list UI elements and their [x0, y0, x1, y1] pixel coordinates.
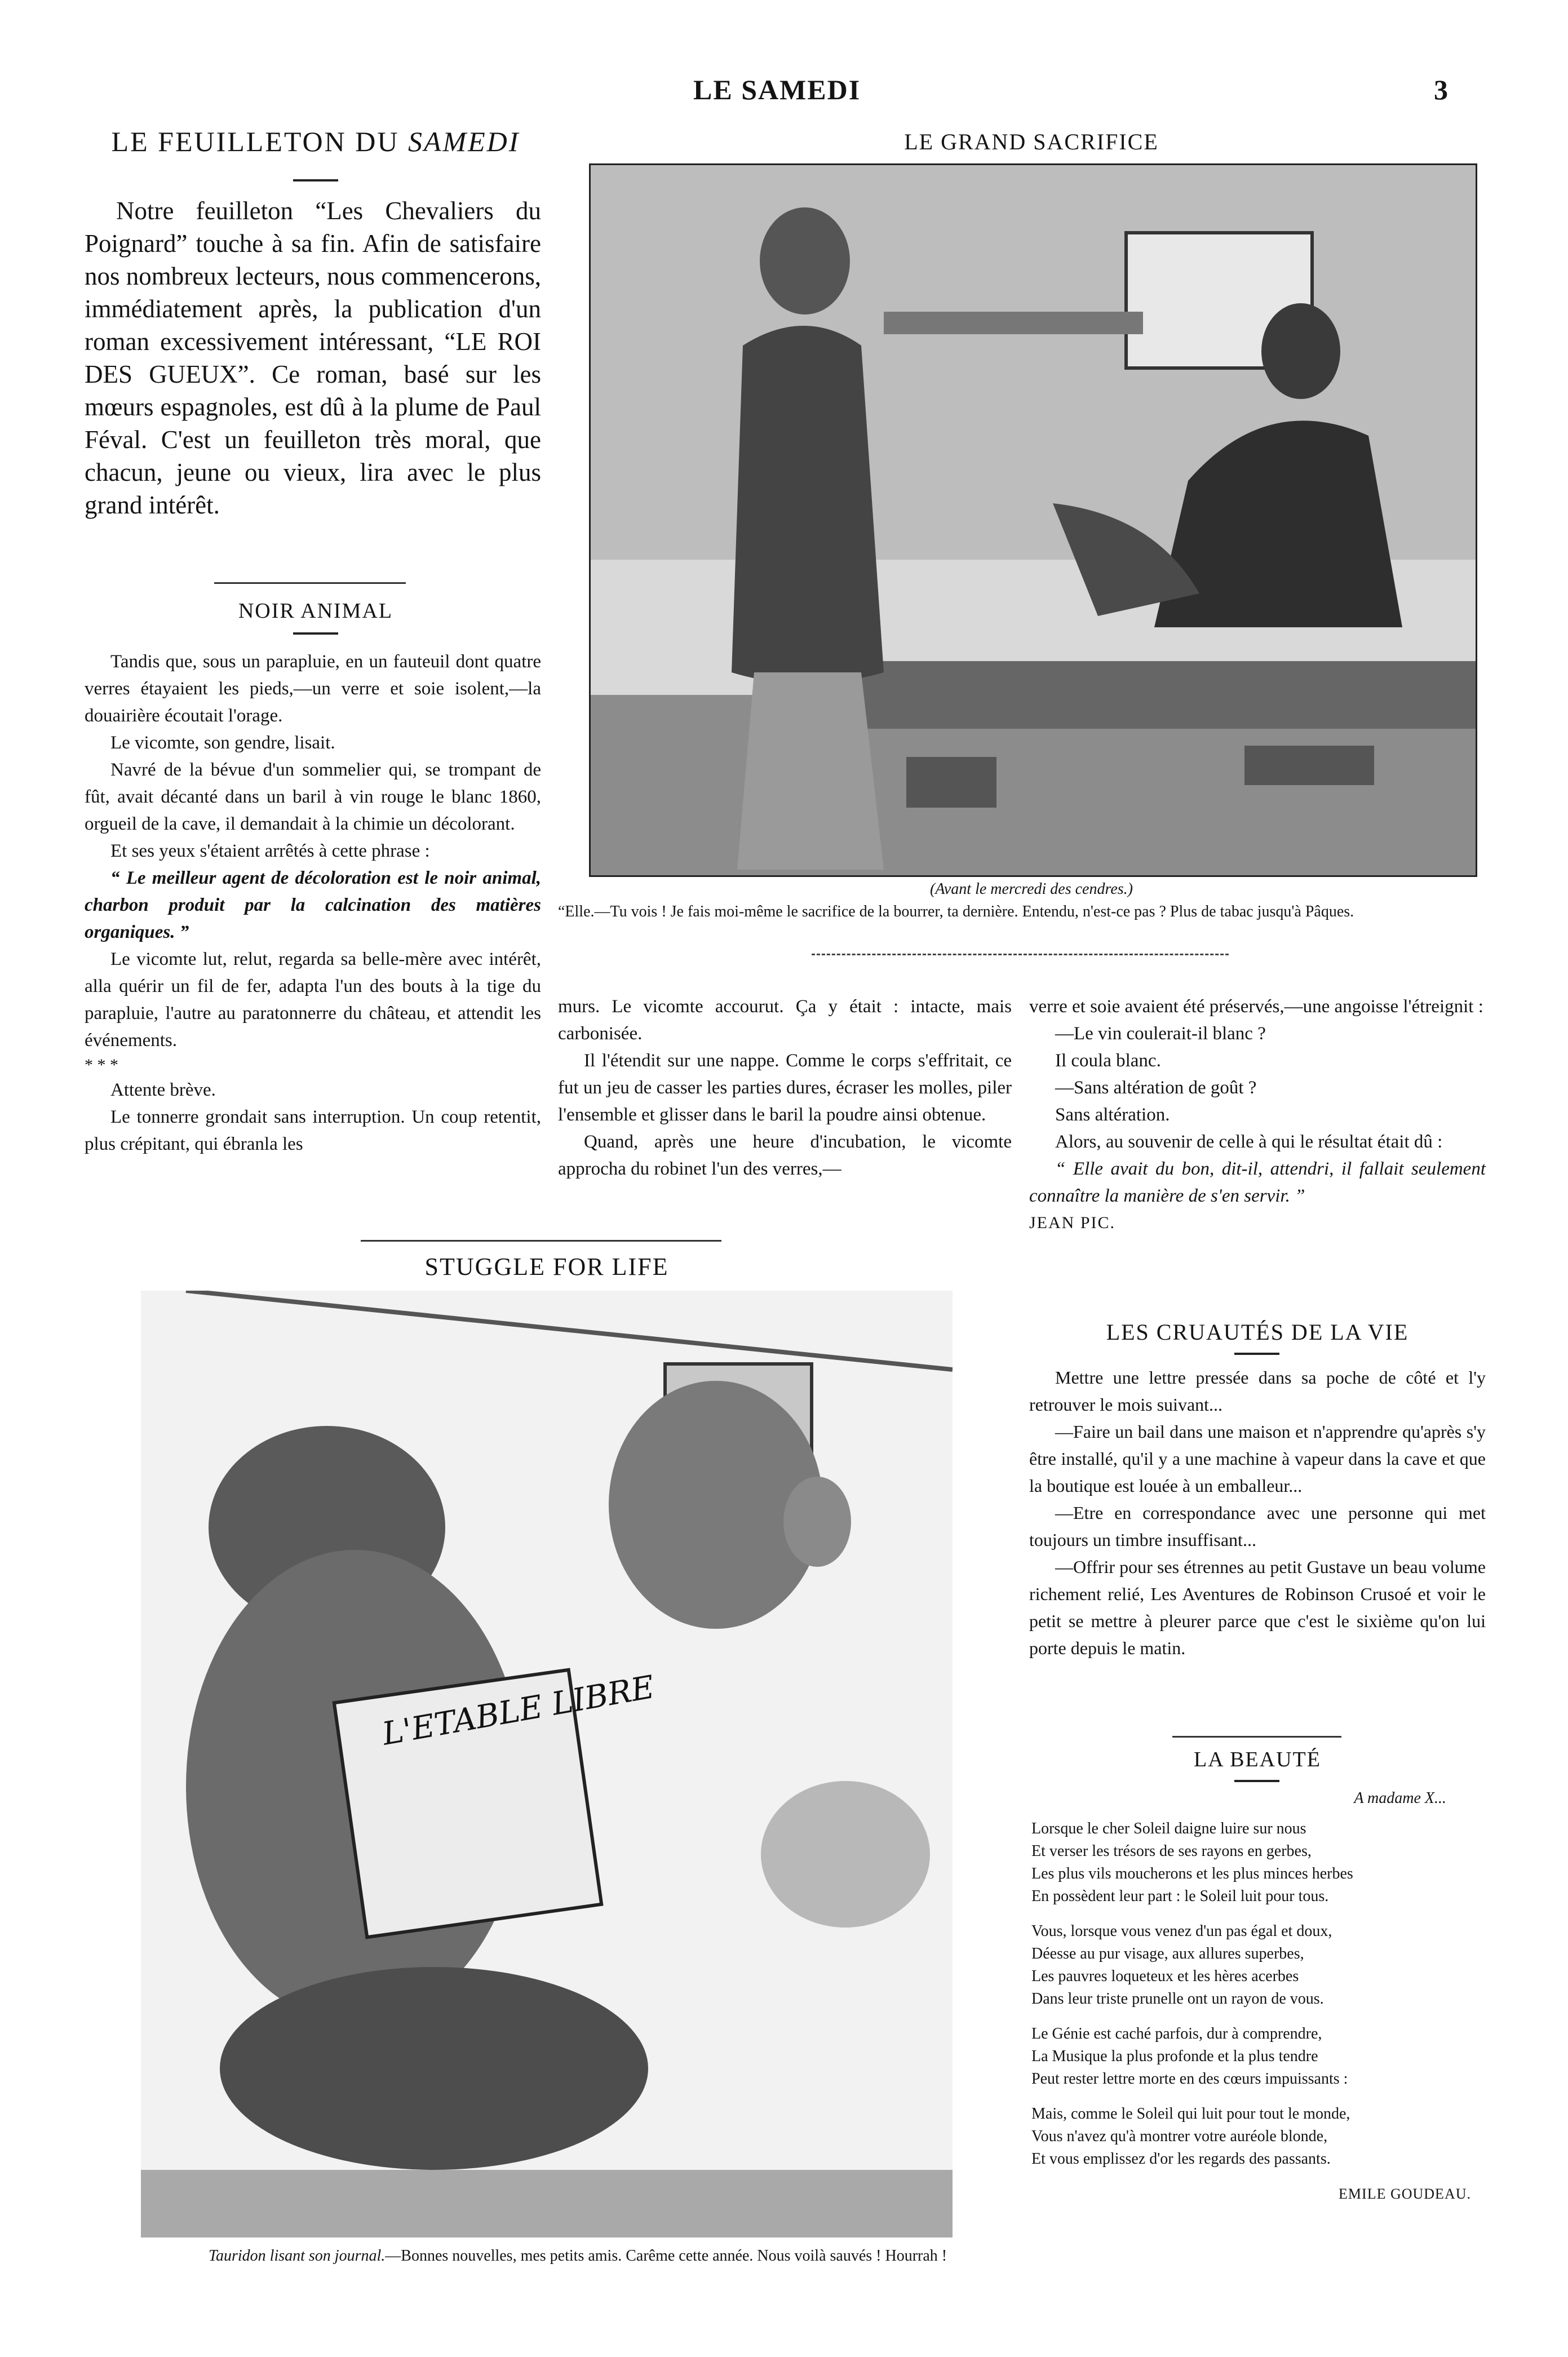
grand-sacrifice-subcaption: (Avant le mercredi des cendres.)	[930, 880, 1133, 898]
cruautes-paragraph: Mettre une lettre pressée dans sa poche de côté et l'y retrouver le mois suivant...	[1029, 1367, 1486, 1415]
cruautes-heading: LES CRUAUTÉS DE LA VIE	[1106, 1319, 1409, 1345]
masthead-title: LE SAMEDI	[693, 74, 861, 105]
feuilleton-heading-prefix: LE FEUILLETON DU	[111, 126, 408, 157]
poem-line: Déesse au pur visage, aux allures superbes,	[1031, 1945, 1304, 1962]
noir-paragraph: Il l'étendit sur une nappe. Comme le corps s'effritait, ce fut un jeu de casser les parties dures, écraser les molles, piler l'ensemble et glisser dans le baril la poudre ainsi obtenue.	[558, 1051, 1012, 1125]
poem-line: Mais, comme le Soleil qui luit pour tout le monde,	[1031, 2105, 1350, 2123]
noir-paragraph: Sans altération.	[1055, 1105, 1170, 1125]
poem-line: Le Génie est caché parfois, dur à comprendre,	[1031, 2025, 1322, 2043]
noir-paragraph: Tandis que, sous un parapluie, en un fauteuil dont quatre verres étayaient les pieds,—un verre et soie isolent,—la douairière écoutait l'orage.	[85, 652, 541, 726]
poem-line: Peut rester lettre morte en des cœurs impuissants :	[1031, 2070, 1348, 2088]
poem-line: Et vous emplissez d'or les regards des passants.	[1031, 2150, 1331, 2168]
noir-closing-quote: “ Elle avait du bon, dit-il, attendri, il fallait seulement connaître la manière de s'en servir. ”	[1029, 1159, 1486, 1206]
noir-animal-heading: NOIR ANIMAL	[238, 599, 393, 623]
poem-line: La Musique la plus profonde et la plus tendre	[1031, 2048, 1318, 2065]
noir-signature: JEAN PIC.	[1029, 1213, 1116, 1232]
noir-animal-col2	[558, 993, 1012, 1182]
noir-quote: “ Le meilleur agent de décoloration est le noir animal, charbon produit par la calcination des matières organiques. ”	[85, 868, 541, 942]
feuilleton-heading-italic: SAMEDI	[407, 126, 520, 157]
noir-paragraph: Le tonnerre grondait sans interruption. Un coup retentit, plus crépitant, qui ébranla les	[85, 1107, 541, 1154]
noir-paragraph: Il coula blanc.	[1055, 1051, 1161, 1071]
struggle-illustration	[141, 1291, 953, 2238]
poem-line: Vous, lorsque vous venez d'un pas égal et doux,	[1031, 1922, 1332, 1940]
struggle-caption	[209, 2246, 975, 2266]
poem-line: Vous n'avez qu'à montrer votre auréole blonde,	[1031, 2128, 1328, 2145]
noir-paragraph: verre et soie avaient été préservés,—une angoisse l'étreignit :	[1029, 996, 1483, 1017]
struggle-heading: STUGGLE FOR LIFE	[424, 1253, 669, 1281]
feuilleton-divider	[293, 179, 338, 181]
noir-animal-col3	[1029, 993, 1486, 1237]
cruautes-paragraph: —Offrir pour ses étrennes au petit Gustave un beau volume richement relié, Les Aventures de Robinson Crusoé et voir le petit se mettre à pleurer parce que c'est le sixième qu'on lui porte depuis le matin.	[1029, 1557, 1486, 1658]
noir-paragraph: Le vicomte lut, relut, regarda sa belle-mère avec intérêt, alla quérir un fil de fer, adapta l'un des bouts à la tige du parapluie, l'autre au paratonnerre du château, et attendit les événements.	[85, 949, 541, 1051]
struggle-caption-text: —Bonnes nouvelles, mes petits amis. Carême cette année. Nous voilà sauvés ! Hourrah !	[385, 2247, 947, 2265]
cruautes-paragraph: —Etre en correspondance avec une personne qui met toujours un timbre insuffisant...	[1029, 1503, 1486, 1550]
poem-stanza	[1031, 1920, 1471, 2010]
noir-end-rule	[361, 1240, 721, 1242]
noir-paragraph: Quand, après une heure d'incubation, le vicomte approcha du robinet l'un des verres,—	[558, 1132, 1012, 1179]
beaute-divider	[1234, 1780, 1279, 1782]
beaute-poem	[1031, 1818, 1471, 2205]
sacrifice-end-rule	[812, 954, 1229, 955]
struggle-caption-italic: Tauridon lisant son journal.	[209, 2247, 386, 2265]
noir-animal-divider	[293, 632, 338, 635]
beaute-dedication: A madame X...	[1354, 1789, 1446, 1807]
cruautes-divider	[1234, 1353, 1279, 1355]
poem-line: Et verser les trésors de ses rayons en gerbes,	[1031, 1842, 1312, 1860]
grand-sacrifice-caption: “Elle.—Tu vois ! Je fais moi-même le sacrifice de la bourrer, ta dernière. Entendu, n'est-ce pas ? Plus de tabac jusqu'à Pâques.	[558, 903, 1354, 920]
noir-paragraph: Attente brève.	[110, 1080, 216, 1100]
noir-paragraph: Alors, au souvenir de celle à qui le résultat était dû :	[1055, 1132, 1443, 1152]
poem-line: Les pauvres loqueteux et les hères acerbes	[1031, 1968, 1299, 1985]
noir-animal-col1	[85, 648, 541, 1158]
grand-sacrifice-heading: LE GRAND SACRIFICE	[904, 129, 1159, 154]
poem-stanza	[1031, 2103, 1471, 2170]
noir-paragraph: Et ses yeux s'étaient arrêtés à cette phrase :	[110, 841, 430, 861]
beaute-signature: EMILE GOUDEAU.	[1339, 2186, 1471, 2202]
poem-line: En possèdent leur part : le Soleil luit pour tous.	[1031, 1888, 1329, 1905]
beaute-heading: LA BEAUTÉ	[1194, 1748, 1321, 1771]
asterism: * * *	[85, 1056, 118, 1074]
poem-line: Les plus vils moucherons et les plus minces herbes	[1031, 1865, 1353, 1882]
cruautes-body	[1029, 1364, 1486, 1662]
poem-stanza	[1031, 1818, 1471, 1908]
page-number: 3	[1434, 74, 1449, 105]
feuilleton-heading	[85, 125, 547, 158]
grand-sacrifice-illustration	[589, 163, 1477, 877]
poem-line: Dans leur triste prunelle ont un rayon de vous.	[1031, 1990, 1324, 2008]
poem-stanza	[1031, 2023, 1471, 2090]
cruautes-paragraph: —Faire un bail dans une maison et n'apprendre qu'après s'y être installé, qu'il y a une machine à vapeur dans la cave et que la boutique est louée à un emballeur...	[1029, 1421, 1486, 1496]
feuilleton-body: Notre feuilleton “Les Chevaliers du Poignard” touche à sa fin. Afin de satisfaire nos nombreux lecteurs, nous commencerons, immédiatement après, la publication d'un roman excessivement intéressant, “LE ROI DES GUEUX”. Ce roman, basé sur les mœurs espagnoles, est dû à la plume de Paul Féval. C'est un feuilleton très moral, que chacun, jeune ou vieux, lira avec le plus grand intérêt.	[85, 197, 541, 519]
noir-paragraph: murs. Le vicomte accourut. Ça y était : intacte, mais carbonisée.	[558, 996, 1012, 1044]
noir-paragraph: —Sans altération de goût ?	[1055, 1078, 1257, 1098]
noir-paragraph: Navré de la bévue d'un sommelier qui, se trompant de fût, avait décanté dans un baril à vin rouge le blanc 1860, orgueil de la cave, il demandait à la chimie un décolorant.	[85, 760, 541, 834]
feuilleton-end-rule	[214, 582, 406, 584]
cruautes-end-rule	[1172, 1736, 1341, 1738]
poem-line: Lorsque le cher Soleil daigne luire sur nous	[1031, 1820, 1306, 1837]
noir-paragraph: Le vicomte, son gendre, lisait.	[110, 733, 335, 753]
noir-paragraph: —Le vin coulerait-il blanc ?	[1055, 1024, 1266, 1044]
newspaper-masthead: L'ETABLE LIBRE	[379, 1668, 658, 1753]
